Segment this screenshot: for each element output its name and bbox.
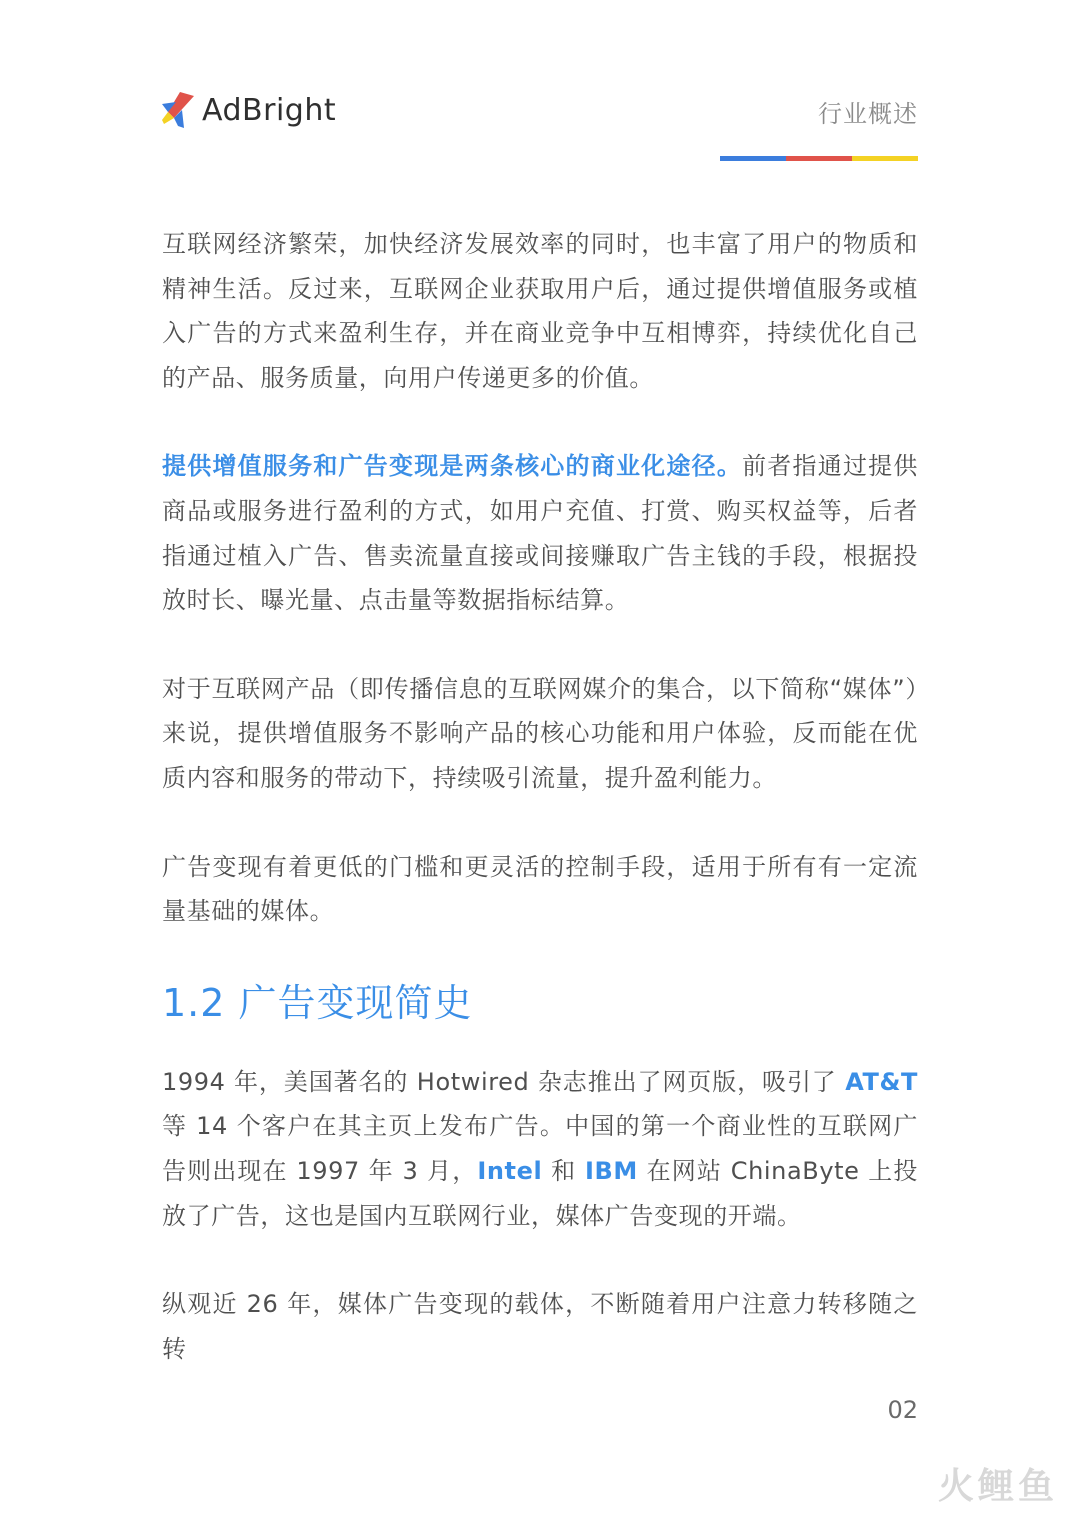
article-body [162, 222, 918, 1415]
paragraph-5-part-b: 等 14 个客户在其主页上发布广告。中国的第一个商业性的互联网广告则出现在 1997 年 3 月， [162, 1112, 918, 1185]
paragraph-2 [162, 444, 918, 622]
paragraph-1: 互联网经济繁荣，加快经济发展效率的同时，也丰富了用户的物质和精神生活。反过来，互联网企业获取用户后，通过提供增值服务或植入广告的方式来盈利生存，并在商业竞争中互相博弈，持续优化自己的产品、服务质量，向用户传递更多的价值。 [162, 230, 918, 392]
paragraph-6: 纵观近 26 年，媒体广告变现的载体，不断随着用户注意力转移随之转 [162, 1290, 918, 1363]
highlight-text: 提供增值服务和广告变现是两条核心的商业化途径。 [162, 452, 743, 481]
paragraph-4: 广告变现有着更低的门槛和更灵活的控制手段，适用于所有有一定流量基础的媒体。 [162, 852, 918, 926]
brand-ibm: IBM [584, 1156, 638, 1185]
accent-bar-red [786, 156, 852, 161]
paragraph-5-part-a: 1994 年，美国著名的 Hotwired 杂志推出了网页版，吸引了 [162, 1067, 846, 1096]
accent-bar-yellow [852, 156, 918, 161]
section-heading: 1.2 广告变现简史 [162, 980, 473, 1025]
paragraph-5 [162, 1060, 918, 1238]
accent-color-bar [720, 156, 918, 161]
accent-bar-blue [720, 156, 786, 161]
brand-name: AdBright [202, 92, 337, 128]
brand-att: AT&T [845, 1067, 918, 1096]
paragraph-3: 对于互联网产品（即传播信息的互联网媒介的集合，以下简称“媒体”）来说，提供增值服务不影响产品的核心功能和用户体验，反而能在优质内容和服务的带动下，持续吸引流量，提升盈利能力。 [162, 674, 918, 792]
rocket-logo-icon [160, 90, 196, 130]
watermark-text: 火鲤鱼 [937, 1466, 1058, 1507]
paragraph-5-part-d: 在网站 ChinaByte 上投放了广告，这也是国内互联网行业，媒体广告变现的开端。 [162, 1156, 918, 1230]
paragraph-5-part-c: 和 [542, 1156, 585, 1185]
section-label: 行业概述 [818, 100, 918, 128]
brand-intel: Intel [477, 1156, 543, 1185]
page-number: 02 [887, 1396, 918, 1424]
brand-logo [160, 88, 336, 132]
paragraph-2-rest: 前者指通过提供商品或服务进行盈利的方式，如用户充值、打赏、购买权益等，后者指通过植入广告、售卖流量直接或间接赚取广告主钱的手段，根据投放时长、曝光量、点击量等数据指标结算。 [162, 452, 918, 615]
